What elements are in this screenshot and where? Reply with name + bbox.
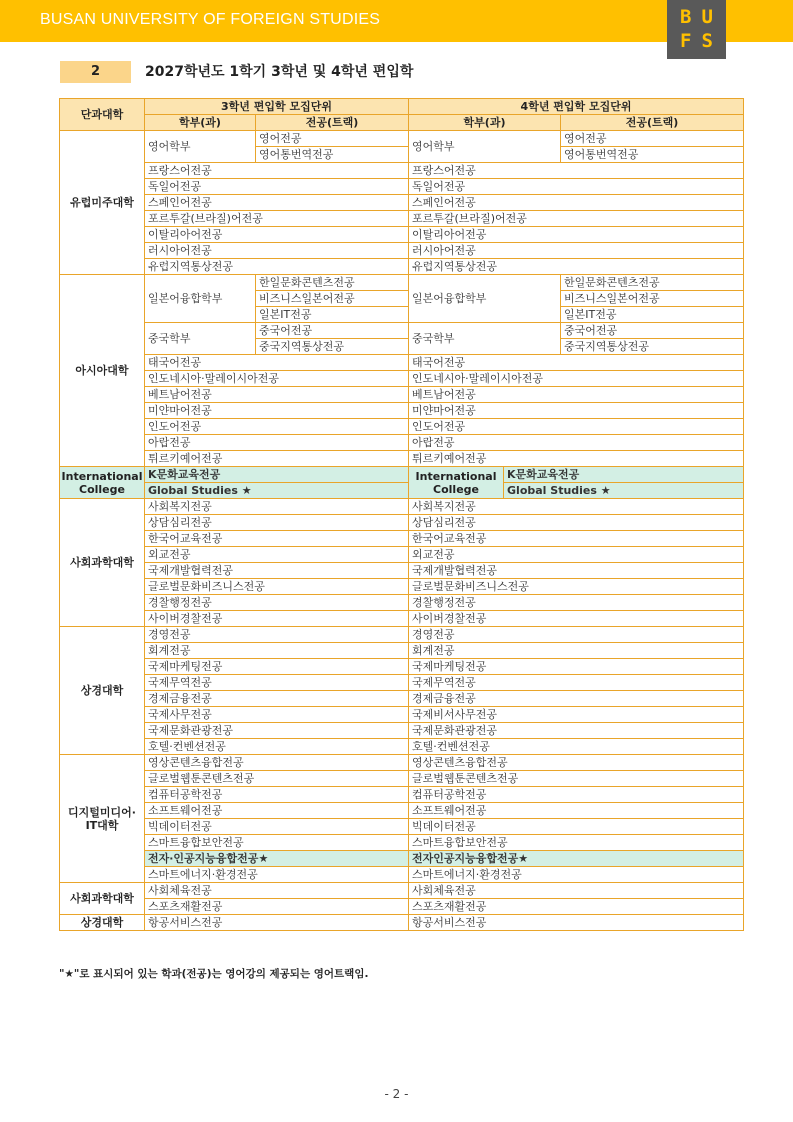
major-cell: 스포츠재활전공	[409, 899, 744, 915]
major-cell: 영어전공	[256, 131, 409, 147]
major-cell: 전자인공지능융합전공★	[409, 851, 744, 867]
major-cell: 경찰행정전공	[409, 595, 744, 611]
major-cell: 유럽지역통상전공	[145, 259, 409, 275]
major-cell: 사회복지전공	[409, 499, 744, 515]
table-row	[60, 355, 744, 371]
college-cell	[60, 627, 145, 755]
dept-cell: 중국학부	[409, 323, 561, 355]
major-cell: 국제마케팅전공	[409, 659, 744, 675]
major-cell: 스페인어전공	[409, 195, 744, 211]
college-name-line: International	[415, 469, 497, 483]
table-row	[60, 867, 744, 883]
table-row	[60, 595, 744, 611]
college-name-line: 유럽미주대학	[70, 196, 134, 209]
major-cell: 국제마케팅전공	[145, 659, 409, 675]
major-cell: 비즈니스일본어전공	[561, 291, 744, 307]
table-row	[60, 691, 744, 707]
table-row	[60, 835, 744, 851]
major-cell: 국제개발협력전공	[145, 563, 409, 579]
major-cell: 인도네시아·말레이시아전공	[145, 371, 409, 387]
table-row	[60, 851, 744, 867]
major-cell: 외교전공	[409, 547, 744, 563]
major-cell: 글로벌웹툰콘텐츠전공	[409, 771, 744, 787]
major-cell: 국제무역전공	[145, 675, 409, 691]
major-cell: 베트남어전공	[145, 387, 409, 403]
table-row	[60, 723, 744, 739]
college-name-line: 상경대학	[80, 684, 124, 697]
table-row	[60, 115, 744, 131]
major-cell: 중국어전공	[256, 323, 409, 339]
major-cell: 빅데이터전공	[145, 819, 409, 835]
college-cell	[60, 467, 145, 499]
table-row	[60, 563, 744, 579]
major-cell: 국제사무전공	[145, 707, 409, 723]
table-row	[60, 275, 744, 291]
major-cell: 사회체육전공	[145, 883, 409, 899]
major-cell: 소프트웨어전공	[409, 803, 744, 819]
college-name-line: College	[79, 482, 125, 496]
major-cell: 글로벌문화비즈니스전공	[145, 579, 409, 595]
major-cell: 회계전공	[145, 643, 409, 659]
major-cell: 한일문화콘텐츠전공	[561, 275, 744, 291]
major-cell: 항공서비스전공	[409, 915, 744, 931]
section-title: 2027학년도 1학기 3학년 및 4학년 편입학	[145, 64, 414, 80]
logo-letter: S	[701, 29, 713, 52]
table-row	[60, 259, 744, 275]
dept-header: 학부(과)	[145, 115, 256, 131]
college-cell	[60, 915, 145, 931]
table-row	[60, 819, 744, 835]
dept-cell: 일본어융합학부	[145, 275, 256, 323]
major-cell: 국제개발협력전공	[409, 563, 744, 579]
logo-letter: F	[680, 29, 692, 52]
major-cell: 사이버경찰전공	[409, 611, 744, 627]
major-cell: 태국어전공	[409, 355, 744, 371]
major-cell: 상담심리전공	[409, 515, 744, 531]
table-row	[60, 787, 744, 803]
table-row	[60, 899, 744, 915]
college-name-line: 상경대학	[80, 916, 124, 929]
table-row	[60, 579, 744, 595]
college-name-line: IT대학	[85, 818, 119, 832]
major-cell: 글로벌웹툰콘텐츠전공	[145, 771, 409, 787]
college-header: 단과대학	[60, 99, 145, 131]
major-cell: Global Studies ★	[504, 483, 744, 499]
major-cell: 영어전공	[561, 131, 744, 147]
major-cell: 중국지역통상전공	[256, 339, 409, 355]
major-cell: 한국어교육전공	[409, 531, 744, 547]
table-row	[60, 371, 744, 387]
table-row	[60, 243, 744, 259]
major-cell: K문화교육전공	[504, 467, 744, 483]
major-cell: 태국어전공	[145, 355, 409, 371]
table-row	[60, 547, 744, 563]
table-row	[60, 99, 744, 115]
major-cell: 러시아어전공	[409, 243, 744, 259]
major-cell: 독일어전공	[145, 179, 409, 195]
college-cell	[60, 131, 145, 275]
major-cell: 독일어전공	[409, 179, 744, 195]
major-header: 전공(트랙)	[561, 115, 744, 131]
university-name: BUSAN UNIVERSITY OF FOREIGN STUDIES	[40, 11, 381, 28]
college-name-line: 사회과학대학	[70, 892, 134, 905]
table-row	[60, 179, 744, 195]
dept-cell: 중국학부	[145, 323, 256, 355]
table-row	[60, 419, 744, 435]
major-cell: 포르투갈(브라질)어전공	[409, 211, 744, 227]
major-cell: 한일문화콘텐츠전공	[256, 275, 409, 291]
major-cell: 스마트융합보안전공	[145, 835, 409, 851]
table-row	[60, 451, 744, 467]
table-row	[60, 515, 744, 531]
major-cell: 경영전공	[145, 627, 409, 643]
major-cell: 스포츠재활전공	[145, 899, 409, 915]
section-number: 2	[60, 61, 131, 83]
major-cell: 아랍전공	[409, 435, 744, 451]
major-cell: 호텔·컨벤션전공	[145, 739, 409, 755]
major-cell: 중국어전공	[561, 323, 744, 339]
college-cell	[409, 467, 504, 499]
college-cell	[60, 275, 145, 467]
dept-cell: 영어학부	[409, 131, 561, 163]
table-row	[60, 659, 744, 675]
major-cell: 미얀마어전공	[145, 403, 409, 419]
major-cell: 사회체육전공	[409, 883, 744, 899]
table-row	[60, 227, 744, 243]
major-cell: 튀르키예어전공	[145, 451, 409, 467]
table-row	[60, 627, 744, 643]
major-cell: 포르투갈(브라질)어전공	[145, 211, 409, 227]
college-cell	[60, 883, 145, 915]
major-cell: 경제금융전공	[145, 691, 409, 707]
major-cell: 유럽지역통상전공	[409, 259, 744, 275]
major-cell: 외교전공	[145, 547, 409, 563]
major-cell: 소프트웨어전공	[145, 803, 409, 819]
major-cell: 인도어전공	[145, 419, 409, 435]
grade3-header: 3학년 편입학 모집단위	[145, 99, 409, 115]
major-cell: 미얀마어전공	[409, 403, 744, 419]
major-cell: 국제문화관광전공	[145, 723, 409, 739]
table-row	[60, 387, 744, 403]
major-cell: 중국지역통상전공	[561, 339, 744, 355]
major-cell: 회계전공	[409, 643, 744, 659]
major-header: 전공(트랙)	[256, 115, 409, 131]
college-cell	[60, 755, 145, 883]
major-cell: 경찰행정전공	[145, 595, 409, 611]
major-cell: 일본IT전공	[256, 307, 409, 323]
college-name-line: 아시아대학	[75, 364, 129, 377]
table-row	[60, 211, 744, 227]
major-cell: 스마트에너지·환경전공	[409, 867, 744, 883]
major-cell: 경제금융전공	[409, 691, 744, 707]
major-cell: 이탈리아어전공	[409, 227, 744, 243]
major-cell: 베트남어전공	[409, 387, 744, 403]
table-row	[60, 915, 744, 931]
major-cell: 빅데이터전공	[409, 819, 744, 835]
table-row	[60, 435, 744, 451]
major-cell: 일본IT전공	[561, 307, 744, 323]
major-cell: 스페인어전공	[145, 195, 409, 211]
major-cell: 영어통번역전공	[256, 147, 409, 163]
major-cell: 국제문화관광전공	[409, 723, 744, 739]
table-row	[60, 403, 744, 419]
table-row	[60, 195, 744, 211]
major-cell: 상담심리전공	[145, 515, 409, 531]
major-cell: 인도어전공	[409, 419, 744, 435]
table-row	[60, 755, 744, 771]
grade4-header: 4학년 편입학 모집단위	[409, 99, 744, 115]
table-row	[60, 163, 744, 179]
logo-letter: U	[701, 6, 713, 28]
major-cell: 영어통번역전공	[561, 147, 744, 163]
major-cell: Global Studies ★	[145, 483, 409, 499]
college-name-line: College	[433, 482, 479, 496]
table-row	[60, 467, 744, 483]
table-row	[60, 643, 744, 659]
major-cell: 항공서비스전공	[145, 915, 409, 931]
major-cell: 글로벌문화비즈니스전공	[409, 579, 744, 595]
major-cell: 컴퓨터공학전공	[409, 787, 744, 803]
dept-cell: 영어학부	[145, 131, 256, 163]
table-row	[60, 771, 744, 787]
table-row	[60, 803, 744, 819]
college-name-line: 사회과학대학	[70, 556, 134, 569]
table-row	[60, 707, 744, 723]
major-cell: 이탈리아어전공	[145, 227, 409, 243]
major-cell: 호텔·컨벤션전공	[409, 739, 744, 755]
college-name-line: International	[61, 469, 143, 483]
table-row	[60, 675, 744, 691]
major-cell: 컴퓨터공학전공	[145, 787, 409, 803]
major-cell: 프랑스어전공	[409, 163, 744, 179]
major-cell: 아랍전공	[145, 435, 409, 451]
footnote: "★"로 표시되어 있는 학과(전공)는 영어강의 제공되는 영어트랙임.	[59, 968, 369, 980]
major-cell: 경영전공	[409, 627, 744, 643]
table-row	[60, 323, 744, 339]
major-cell: 전자·인공지능융합전공★	[145, 851, 409, 867]
major-cell: 국제비서사무전공	[409, 707, 744, 723]
table-row	[60, 739, 744, 755]
admission-units-table	[59, 98, 744, 931]
table-row	[60, 131, 744, 147]
table-row	[60, 883, 744, 899]
major-cell: K문화교육전공	[145, 467, 409, 483]
major-cell: 튀르키예어전공	[409, 451, 744, 467]
major-cell: 러시아어전공	[145, 243, 409, 259]
major-cell: 비즈니스일본어전공	[256, 291, 409, 307]
major-cell: 스마트융합보안전공	[409, 835, 744, 851]
table-row	[60, 483, 744, 499]
table-row	[60, 531, 744, 547]
major-cell: 한국어교육전공	[145, 531, 409, 547]
college-cell	[60, 499, 145, 627]
table-row	[60, 611, 744, 627]
table-row	[60, 499, 744, 515]
major-cell: 프랑스어전공	[145, 163, 409, 179]
bufs-logo	[667, 0, 726, 59]
major-cell: 사이버경찰전공	[145, 611, 409, 627]
major-cell: 스마트에너지·환경전공	[145, 867, 409, 883]
major-cell: 사회복지전공	[145, 499, 409, 515]
logo-letter: B	[680, 6, 692, 28]
major-cell: 인도네시아·말레이시아전공	[409, 371, 744, 387]
dept-header: 학부(과)	[409, 115, 561, 131]
college-name-line: 디지털미디어·	[68, 805, 136, 819]
major-cell: 영상콘텐츠융합전공	[145, 755, 409, 771]
dept-cell: 일본어융합학부	[409, 275, 561, 323]
page-number: - 2 -	[384, 1087, 409, 1101]
major-cell: 국제무역전공	[409, 675, 744, 691]
major-cell: 영상콘텐츠융합전공	[409, 755, 744, 771]
